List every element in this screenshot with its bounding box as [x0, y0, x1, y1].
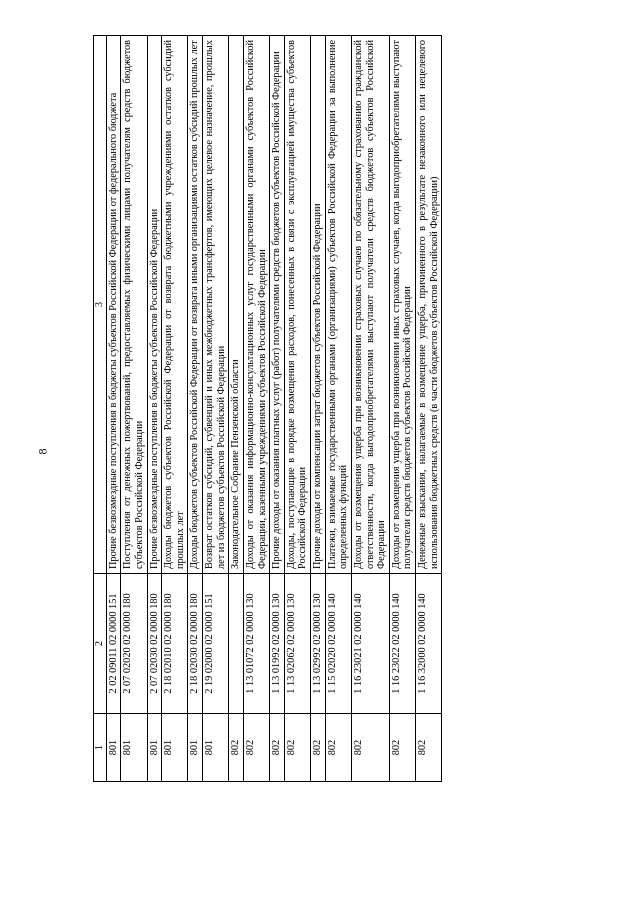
table-row [188, 36, 203, 782]
table-container [93, 35, 559, 782]
table-row [351, 36, 389, 782]
header-cell-1: 1 [94, 714, 107, 782]
description-cell: Денежные взыскания, налагаемые в возмещение ущерба, причиненного в результате незаконного или нецелевого использования бюджетных средств (в части бюджетов субъектов Российской Федерации) [416, 36, 442, 574]
description-cell: Прочие безвозмездные поступления в бюджеты субъектов Российской Федерации от федерального бюджета [106, 36, 121, 574]
header-cell-3: 3 [94, 36, 107, 574]
budget-code-cell: 1 16 23021 02 0000 140 [351, 574, 389, 714]
budget-code-cell: 1 13 01992 02 0000 130 [270, 574, 285, 714]
admin-code-cell: 802 [325, 714, 351, 782]
budget-code-cell [229, 574, 244, 714]
admin-code-cell: 801 [121, 714, 147, 782]
budget-code-cell: 1 16 23022 02 0000 140 [389, 574, 415, 714]
admin-code-cell: 802 [416, 714, 442, 782]
budget-code-cell: 1 13 02992 02 0000 130 [311, 574, 326, 714]
admin-code-cell: 802 [351, 714, 389, 782]
description-cell: Доходы бюджетов субъектов Российской Федерации от возврата бюджетными учреждениями остатков субсидий прошлых лет [162, 36, 188, 574]
budget-code-cell: 2 02 09011 02 0000 151 [106, 574, 121, 714]
page-number: 8 [35, 448, 50, 455]
budget-code-cell: 2 19 02000 02 0000 151 [203, 574, 229, 714]
budget-code-cell: 2 07 02030 02 0000 180 [147, 574, 162, 714]
table-row [270, 36, 285, 782]
admin-code-cell: 802 [270, 714, 285, 782]
budget-code-cell: 1 13 01072 02 0000 130 [243, 574, 269, 714]
table-row [416, 36, 442, 782]
table-row [311, 36, 326, 782]
table-row [284, 36, 310, 782]
description-cell: Доходы от возмещения ущерба при возникновении страховых случаев по обязательному страхованию гражданской ответственности, когда выгодоприобретателями выступают получатели средств бюджетов субъектов Российской Федерации [351, 36, 389, 574]
table-row [243, 36, 269, 782]
budget-code-cell: 1 13 02062 02 0000 130 [284, 574, 310, 714]
description-cell: Законодательное Собрание Пензенской области [229, 36, 244, 574]
table-row [203, 36, 229, 782]
budget-code-cell: 1 16 32000 02 0000 140 [416, 574, 442, 714]
admin-code-cell: 801 [203, 714, 229, 782]
description-cell: Доходы от оказания информационно-консультационных услуг государственными органами субъектов Российской Федерации, казенными учреждениями субъектов Российской Федерации [243, 36, 269, 574]
table-row [389, 36, 415, 782]
description-cell: Платежи, взимаемые государственными органами (организациями) субъектов Российской Федерации за выполнение определенных функций [325, 36, 351, 574]
table-row [325, 36, 351, 782]
rotated-table-frame [93, 35, 559, 782]
admin-code-cell: 801 [147, 714, 162, 782]
admin-code-cell: 802 [389, 714, 415, 782]
budget-code-cell: 2 18 02030 02 0000 180 [188, 574, 203, 714]
description-cell: Доходы бюджетов субъектов Российской Федерации от возврата иными организациями остатков субсидий прошлых лет [188, 36, 203, 574]
description-cell: Доходы, поступающие в порядке возмещения расходов, понесенных в связи с эксплуатацией имущества субъектов Российской Федерации [284, 36, 310, 574]
admin-code-cell: 802 [243, 714, 269, 782]
table-row [229, 36, 244, 782]
description-cell: Возврат остатков субсидий, субвенций и иных межбюджетных трансфертов, имеющих целевое назначение, прошлых лет из бюджетов субъектов Российской Федерации [203, 36, 229, 574]
admin-code-cell: 801 [188, 714, 203, 782]
table-row [106, 36, 121, 782]
table-row [121, 36, 147, 782]
admin-code-cell: 801 [162, 714, 188, 782]
admin-code-cell: 801 [106, 714, 121, 782]
budget-code-cell: 1 15 02020 02 0000 140 [325, 574, 351, 714]
description-cell: Прочие доходы от оказания платных услуг (работ) получателями средств бюджетов субъектов Российской Федерации [270, 36, 285, 574]
table-row [162, 36, 188, 782]
admin-code-cell: 802 [284, 714, 310, 782]
header-cell-2: 2 [94, 574, 107, 714]
description-cell: Прочие доходы от компенсации затрат бюджетов субъектов Российской Федерации [311, 36, 326, 574]
revenue-code-table [93, 35, 442, 782]
description-cell: Прочие безвозмездные поступления в бюджеты субъектов Российской Федерации [147, 36, 162, 574]
admin-code-cell: 802 [311, 714, 326, 782]
header-row [94, 36, 107, 782]
description-cell: Поступления от денежных пожертвований, предоставляемых физическими лицами получателям средств бюджетов субъектов Российской Федерации [121, 36, 147, 574]
budget-code-cell: 2 07 02020 02 0000 180 [121, 574, 147, 714]
description-cell: Доходы от возмещения ущерба при возникновении иных страховых случаев, когда выгодоприобретателями выступают получатели средств бюджетов субъектов Российской Федерации [389, 36, 415, 574]
admin-code-cell: 802 [229, 714, 244, 782]
table-row [147, 36, 162, 782]
budget-code-cell: 2 18 02010 02 0000 180 [162, 574, 188, 714]
